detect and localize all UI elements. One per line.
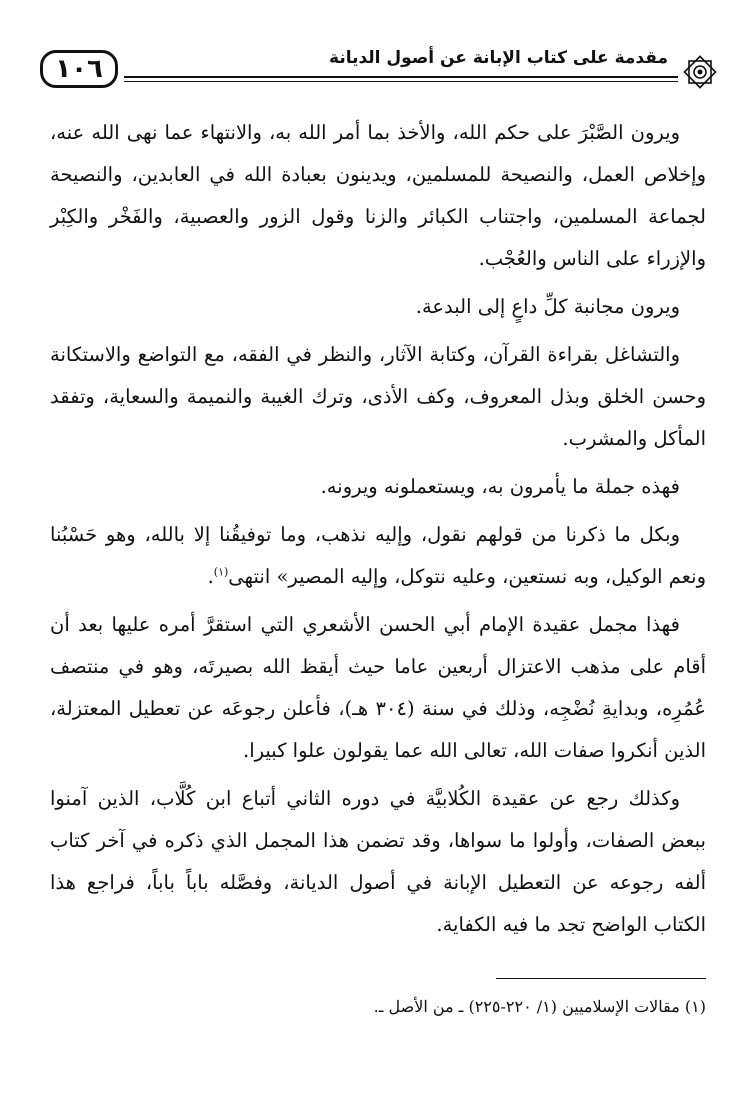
paragraph: وكذلك رجع عن عقيدة الكُلابيَّة في دوره الثاني أتباع ابن كُلَّاب، الذين آمنوا ببعض الصفات، وأولوا ما سواها، وقد تضمن هذا المجمل الذي ذكره في آخر كتاب ألفه رجوعه عن التعطيل الإبانة في أصول الديانة، وفصَّله باباً باباً، فراجع هذا الكتاب الواضح تجد ما فيه الكفاية. — [50, 787, 706, 936]
paragraph-with-footnote: وبكل ما ذكرنا من قولهم نقول، وإليه نذهب، وما توفيقُنا إلا بالله، وهو حَسْبُنا ونعم الوكيل، وبه نستعين، وعليه نتوكل، وإليه المصير» انتهى$^{(١)}$. — [50, 523, 706, 588]
page-number: ١٠٦ — [40, 50, 118, 88]
page-header — [40, 40, 720, 102]
paragraph: والتشاغل بقراءة القرآن، وكتابة الآثار، والنظر في الفقه، مع التواضع والاستكانة وحسن الخلق وبذل المعروف، وكف الأذى، وترك الغيبة والنميمة والسعاية، وتفقد المأكل والمشرب. — [50, 343, 706, 450]
main-text — [50, 112, 706, 952]
header-rule — [124, 76, 678, 78]
paragraph: فهذا مجمل عقيدة الإمام أبي الحسن الأشعري التي استقرَّ أمره عليها بعد أن أقام على مذهب الاعتزال أربعين عاما حيث أيقظ الله بصيرتَه، وهو في منتصف عُمُرِه، وبدايةِ نُضْجِه، وذلك في سنة (٣٠٤ هـ)، فأعلن رجوعَه عن تعطيل المعتزلة، الذين أنكروا صفات الله، تعالى الله عما يقولون علوا كبيرا. — [50, 613, 706, 762]
running-title: مقدمة على كتاب الإبانة عن أصول الديانة — [329, 48, 668, 68]
footnote: (١) مقالات الإسلاميين (١/ ٢٢٠-٢٢٥) ـ من الأصل ـ. — [373, 997, 706, 1016]
star-ornament-icon — [680, 52, 720, 92]
footnote-marker: (١) — [213, 565, 229, 579]
paragraph: ويرون الصَّبْرَ على حكم الله، والأخذ بما أمر الله به، والانتهاء عما نهى الله عنه، وإخلاص العمل، والنصيحة للمسلمين، ويدينون بعبادة الله في العابدين، والنصيحة لجماعة المسلمين، واجتناب الكبائر والزنا وقول الزور والعصبية، والفَخْر والكِبْر والإزراء على الناس والعُجْب. — [50, 121, 706, 270]
footnote-divider — [496, 978, 706, 979]
header-rule-thin — [124, 81, 678, 82]
paragraph-text: وبكل ما ذكرنا من قولهم نقول، وإليه نذهب، وما توفيقُنا إلا بالله، وهو حَسْبُنا ونعم الوكيل، وبه نستعين، وعليه نتوكل، وإليه المصير» انتهى — [50, 523, 706, 588]
paragraph: ويرون مجانبة كلِّ داعٍ إلى البدعة. — [415, 295, 680, 318]
paragraph: فهذه جملة ما يأمرون به، ويستعملونه ويرونه. — [320, 475, 680, 498]
